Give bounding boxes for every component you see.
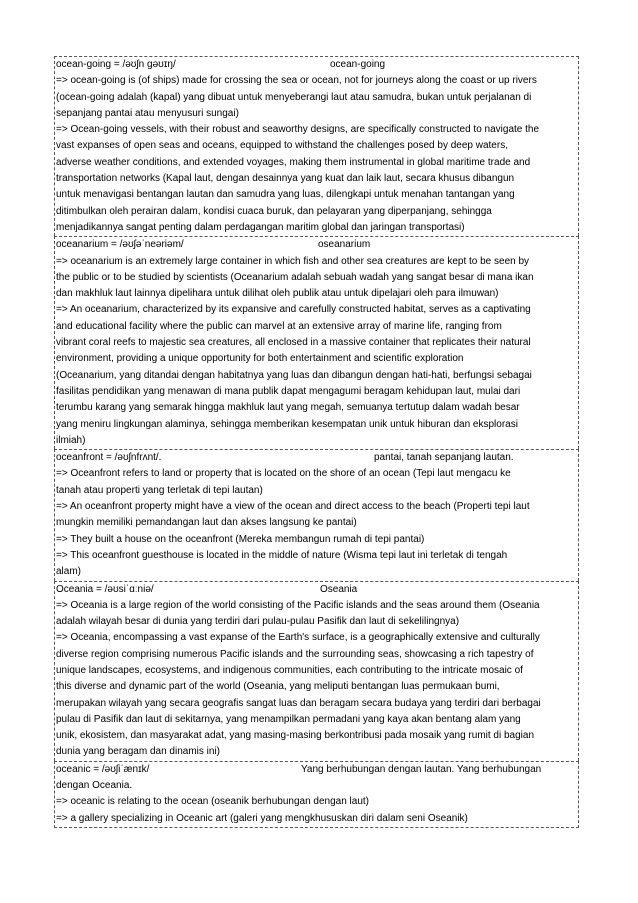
definition-line: (ocean-going adalah (kapal) yang dibuat untuk menyeberangi laut atau samudra, bukan untuk perjalanan di: [56, 91, 532, 103]
headword: oceanarium = /əʊʃəˈneəriəm/: [56, 239, 184, 251]
definition-line: => oceanic is relating to the ocean (oseanik berhubungan dengan laut): [56, 796, 370, 808]
definition-line: unik, ekosistem, dan masyarakat adat, yang masing-masing berkontribusi pada mosaik yang rumit di bagian: [56, 730, 535, 742]
translation: Oseania: [320, 583, 358, 595]
definition-line: sepanjang pantai atau menyusuri sungai): [56, 107, 239, 119]
definition-line: adverse weather conditions, and extended voyages, making them instrumental in global maritime trade and: [56, 156, 531, 168]
definition-line: unique landscapes, ecosystems, and indigenous communities, each contributing to the intricate mosaic of: [56, 664, 523, 676]
definition-line: ilmiah): [56, 434, 86, 446]
definition-line: diverse region comprising numerous Pacific islands and the surrounding seas, showcasing a rich tapestry of: [56, 648, 534, 660]
definition-line: => An oceanarium, characterized by its expansive and carefully constructed habitat, serves as a captivating: [56, 304, 531, 316]
entry-ocean-going: [54, 56, 579, 236]
definition-line: => Oceania, encompassing a vast expanse of the Earth's surface, is a geographically extensive and culturally: [56, 632, 540, 644]
headword: oceanic = /əʊʃiˈænɪk/: [56, 763, 150, 775]
definition-line: and educational facility where the public can marvel at an extensive array of marine life, ranging from: [56, 320, 502, 332]
definition-line: => a gallery specializing in Oceanic art (galeri yang mengkhususkan diri dalam seni Oseanik): [56, 812, 468, 824]
definition-line: => Ocean-going vessels, with their robust and seaworthy designs, are specifically constructed to navigate the: [56, 124, 540, 136]
entry-oceanfront: [54, 449, 579, 580]
definition-line: adalah wilayah besar di dunia yang terdiri dari pulau-pulau Pasifik dan laut di sekelilingnya): [56, 616, 460, 628]
definition-line: merupakan wilayah yang secara geografis sangat luas dan beragam secara budaya yang terdiri dari berbagai: [56, 697, 541, 709]
definition-line: yang meniru lingkungan alaminya, sehingga memberikan kesempatan unik untuk hiburan dan eksplorasi: [56, 418, 518, 430]
definition-line: alam): [56, 566, 82, 578]
definition-line: menjadikannya sangat penting dalam perdagangan maritim global dan jaringan transportasi): [56, 221, 465, 233]
definition-line: dengan Oceania.: [56, 780, 133, 792]
translation: Yang berhubungan dengan lautan. Yang berhubungan: [301, 763, 542, 775]
dictionary-page: [54, 56, 579, 828]
entry-oceanarium: [54, 236, 579, 449]
definition-line: transportation networks (Kapal laut, dengan desainnya yang kuat dan laik laut, secara khusus dibangun: [56, 173, 515, 185]
definition-line: => ocean-going is (of ships) made for crossing the sea or ocean, not for journeys along the coast or up rivers: [56, 75, 537, 87]
definition-line: => They built a house on the oceanfront (Mereka membangun rumah di tepi pantai): [56, 533, 425, 545]
definition-line: => oceanarium is an extremely large container in which fish and other sea creatures are kept to be seen by: [56, 255, 530, 267]
definition-line: => An oceanfront property might have a view of the ocean and direct access to the beach (Properti tepi laut: [56, 501, 530, 513]
definition-line: dan makhluk laut lainnya dipelihara untuk dilihat oleh publik atau untuk dipelajari oleh para ilmuwan): [56, 288, 499, 300]
definition-line: vast expanses of open seas and oceans, equipped to withstand the challenges posed by deep waters,: [56, 140, 508, 152]
definition-line: => Oceanfront refers to land or property that is located on the shore of an ocean (Tepi laut mengacu ke: [56, 468, 511, 480]
translation: oseanarium: [318, 239, 371, 251]
definition-line: pulau di Pasifik dan laut di sekitarnya, yang menampilkan permadani yang kaya akan bentang alam yang: [56, 713, 521, 725]
definition-line: dunia yang beragam dan dinamis ini): [56, 746, 220, 758]
translation: pantai, tanah sepanjang lautan.: [374, 452, 514, 464]
entry-header: [56, 237, 577, 253]
entry-header: [56, 762, 577, 778]
entry-oceanic: [54, 761, 579, 828]
headword: oceanfront = /əʊʃnfrʌnt/.: [56, 452, 162, 464]
definition-line: (Oceanarium, yang ditandai dengan habitatnya yang luas dan dibangun dengan hati-hati, berfungsi sebagai: [56, 369, 532, 381]
entry-header: [56, 450, 577, 466]
entry-oceania: [54, 581, 579, 761]
definition-line: the public or to be studied by scientists (Oceanarium adalah sebuah wadah yang sangat besar di mana ikan: [56, 271, 534, 283]
definition-line: => Oceania is a large region of the world consisting of the Pacific islands and the seas around them (Oseania: [56, 599, 540, 611]
entry-header: [56, 57, 577, 73]
definition-line: ditimbulkan oleh perairan dalam, kondisi cuaca buruk, dan pelayaran yang diperpanjang, sehingga: [56, 205, 492, 217]
definition-line: terumbu karang yang semarak hingga makhluk laut yang megah, semuanya tertutup dalam wadah besar: [56, 402, 520, 414]
definition-line: tanah atau properti yang terletak di tepi lautan): [56, 484, 263, 496]
definition-line: vibrant coral reefs to majestic sea creatures, all enclosed in a massive container that replicates their natural: [56, 337, 531, 349]
definition-line: untuk menavigasi bentangan lautan dan samudra yang luas, dilengkapi untuk menahan tantangan yang: [56, 189, 515, 201]
entry-header: [56, 582, 577, 598]
definition-line: this diverse and dynamic part of the world (Oseania, yang meliputi bentangan luas permukaan bumi,: [56, 681, 500, 693]
headword: Oceania = /əʊsiˈɑːniə/: [56, 583, 154, 595]
definition-line: mungkin memiliki pemandangan laut dan akses langsung ke pantai): [56, 517, 357, 529]
headword: ocean-going = /əʊʃn ɡəʊɪŋ/: [56, 59, 176, 70]
translation: ocean-going: [330, 59, 386, 70]
definition-line: fasilitas pendidikan yang menawan di mana publik dapat mengagumi beragam kehidupan laut, mulai dari: [56, 385, 521, 397]
definition-line: => This oceanfront guesthouse is located in the middle of nature (Wisma tepi laut ini terletak di tengah: [56, 549, 508, 561]
definition-line: environment, providing a unique opportunity for both entertainment and scientific exploration: [56, 353, 464, 365]
